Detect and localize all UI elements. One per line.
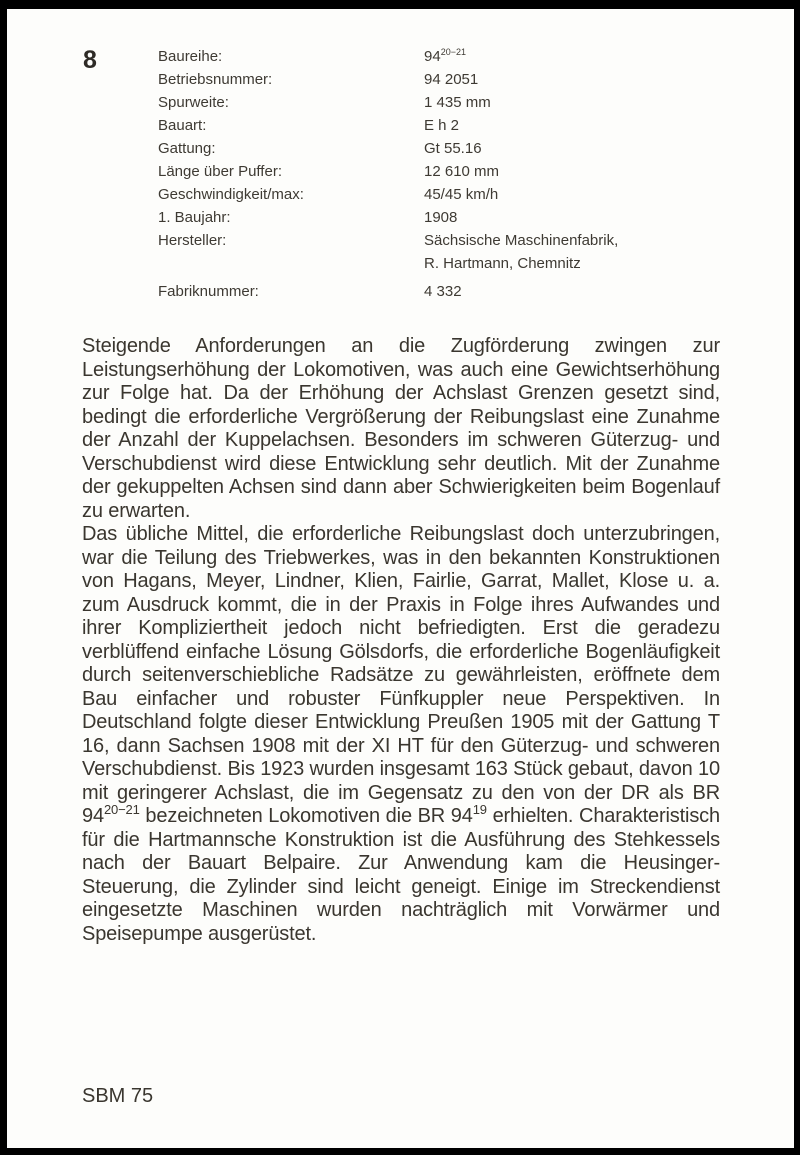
spec-label: Hersteller: xyxy=(158,232,227,249)
spec-value: 1 435 mm xyxy=(424,94,491,111)
spec-value xyxy=(424,229,718,275)
spec-value: 45/45 km/h xyxy=(424,186,499,203)
description-text xyxy=(82,335,720,946)
spec-label: Gattung: xyxy=(158,140,216,157)
superscript-br-19: 19 xyxy=(472,802,487,817)
spec-label: 1. Baujahr: xyxy=(158,209,231,226)
paragraph-2-part-c: erhielten. Charakteristisch für die Hartmannsche Konstruktion ist die Ausführung des Stehkessels nach der Bauart Belpaire. Zur Anwendung kam die Heusinger-Steuerung, die Zylinder sind leicht geneigt. Einige im Streckendienst eingesetzte Maschinen wurden nachträglich mit Vorwärmer und Speisepumpe ausgerüstet. xyxy=(82,805,720,945)
paragraph-2 xyxy=(82,523,720,946)
spec-row-gattung xyxy=(158,137,718,160)
spec-row-hersteller xyxy=(158,229,718,275)
spec-label: Fabriknummer: xyxy=(158,283,259,300)
info-card xyxy=(7,9,794,1148)
card-number: 8 xyxy=(83,46,97,74)
paragraph-1: Steigende Anforderungen an die Zugförderung zwingen zur Leistungserhöhung der Lokomotiven, was auch eine Gewichtserhöhung zur Folge hat. Da der Erhöhung der Achslast Grenzen gesetzt sind, bedingt die erforderliche Vergrößerung der Reibungslast eine Zunahme der Anzahl der Kuppelachsen. Besonders im schweren Güterzug- und Verschubdienst wird diese Entwicklung sehr deutlich. Mit der Zunahme der gekuppelten Achsen sind dann aber Schwierigkeiten beim Bogenlauf zu erwarten. xyxy=(82,335,720,522)
spec-row-baujahr xyxy=(158,206,718,229)
spec-label: Betriebsnummer: xyxy=(158,71,273,88)
paragraph-2-part-a: Das übliche Mittel, die erforderliche Reibungslast doch unterzubringen, war die Teilung des Triebwerkes, was in den bekannten Konstruktionen von Hagans, Meyer, Lindner, Klien, Fairlie, Garrat, Mallet, Klose u. a. zum Ausdruck kommt, die in der Praxis in Folge ihres Aufwandes und ihrer Kompliziertheit jedoch nicht befriedigten. Erst die geradezu verblüffend einfache Lösung Gölsdorfs, die erforderliche Bogenläufigkeit durch seitenverschiebliche Radsätze zu gewährleisten, eröffnete dem Bau einfacher und robuster Fünfkuppler neue Perspektiven. In Deutschland folgte dieser Entwicklung Preußen 1905 mit der Gattung T 16, dann Sachsen 1908 mit der XI HT für den Güterzug- und schweren Verschubdienst. Bis 1923 wurden insgesamt 163 Stück gebaut, davon 10 mit geringerer Achslast, die im Gegensatz zu den von der DR als BR 94 xyxy=(82,523,721,827)
spec-value xyxy=(424,45,718,68)
spec-row-laenge xyxy=(158,160,718,183)
spec-table xyxy=(158,45,718,303)
spec-label: Geschwindigkeit/max: xyxy=(158,186,304,203)
series-code: SBM 75 xyxy=(82,1085,154,1107)
spec-value: 4 332 xyxy=(424,283,462,300)
spec-value: Gt 55.16 xyxy=(424,140,482,157)
spec-row-betriebsnummer xyxy=(158,68,718,91)
spec-value-main: 94 xyxy=(424,48,441,65)
spec-label: Bauart: xyxy=(158,117,207,134)
spec-value: 12 610 mm xyxy=(424,163,500,180)
spec-label: Länge über Puffer: xyxy=(158,163,282,180)
spec-value: 1908 xyxy=(424,209,458,226)
spec-label: Baureihe: xyxy=(158,48,223,65)
spec-row-bauart xyxy=(158,114,718,137)
spec-label: Spurweite: xyxy=(158,94,229,111)
spec-row-geschwindigkeit xyxy=(158,183,718,206)
spec-row-spurweite xyxy=(158,91,718,114)
paragraph-2-part-b: bezeichneten Lokomotiven die BR 94 xyxy=(139,805,473,827)
spec-value-line2: R. Hartmann, Chemnitz xyxy=(424,255,581,272)
spec-value-line1: Sächsische Maschinenfabrik, xyxy=(424,232,619,249)
spec-row-baureihe xyxy=(158,45,718,68)
spec-row-fabriknummer xyxy=(158,280,718,303)
spec-value-superscript: 20−21 xyxy=(440,47,466,57)
spec-value: 94 2051 xyxy=(424,71,479,88)
superscript-br-range: 20−21 xyxy=(103,802,140,817)
spec-value: E h 2 xyxy=(424,117,460,134)
